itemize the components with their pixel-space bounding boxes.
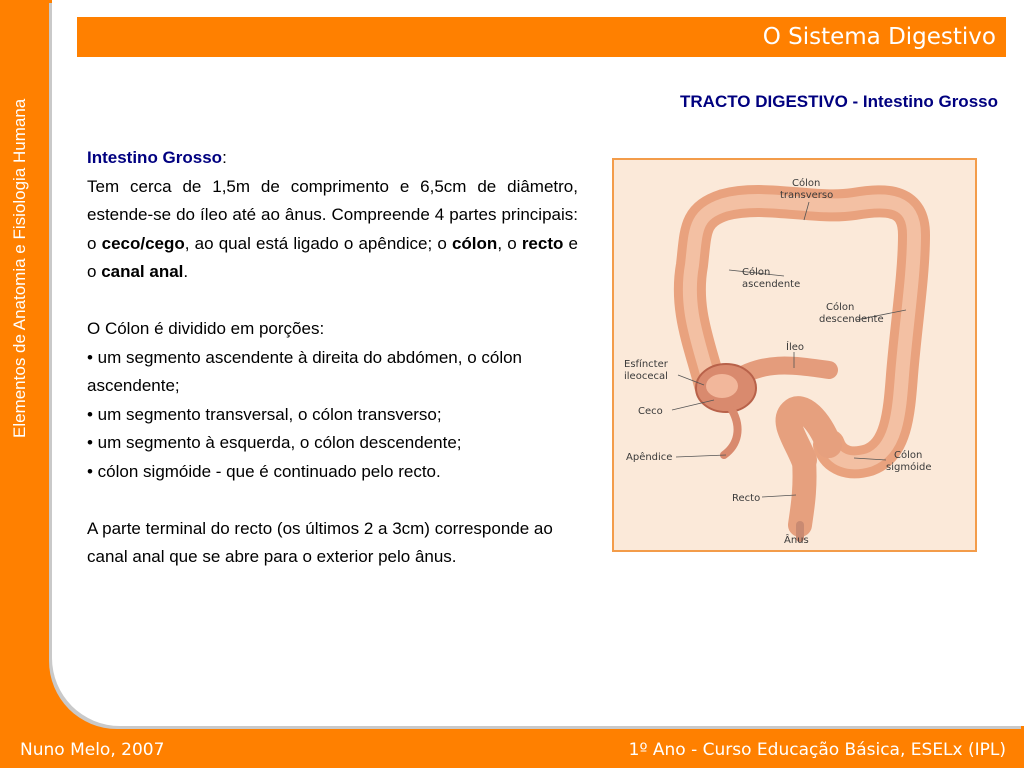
label-colon-descendente-1: Cólon <box>826 302 855 313</box>
cecum-opening <box>706 374 738 398</box>
text-run: . <box>183 262 189 281</box>
label-ceco: Ceco <box>638 406 663 417</box>
text-run: e o <box>87 233 579 281</box>
term-recto: recto <box>521 233 564 253</box>
label-colon-descendente-2: descendente <box>819 314 884 325</box>
spacer <box>87 287 578 316</box>
text-run: , o <box>497 233 522 253</box>
label-apendice: Apêndice <box>626 452 673 463</box>
label-anus: Ânus <box>784 535 809 546</box>
heading-line <box>87 144 578 173</box>
footer-course: 1º Ano - Curso Educação Básica, ESELx (IPL) <box>628 740 1006 760</box>
body-text <box>87 144 578 572</box>
header-bar <box>77 17 1006 57</box>
label-colon-ascendente-2: ascendente <box>742 279 801 290</box>
bullet-item: • um segmento à esquerda, o cólon descendente; <box>87 433 462 452</box>
section-heading: Intestino Grosso <box>87 148 223 167</box>
bullet-item: • um segmento transversal, o cólon transverso; <box>87 404 442 424</box>
paragraph-intro <box>87 173 578 287</box>
slide-title: O Sistema Digestivo <box>762 24 996 50</box>
term-canal-anal: canal anal <box>101 262 184 281</box>
label-colon-sigmoide-1: Cólon <box>894 450 923 461</box>
term-ceco: ceco/cego <box>101 233 185 253</box>
label-colon-ascendente-1: Cólon <box>742 267 771 278</box>
label-esfincter-2: ileocecal <box>624 371 668 382</box>
label-colon-transverso-2: transverso <box>780 190 834 201</box>
bullet-item: • cólon sigmóide - que é continuado pelo recto. <box>87 461 441 481</box>
paragraph-canal-anal: A parte terminal do recto (os últimos 2 a 3cm) corresponde ao canal anal que se abre para o exterior pelo ânus. <box>87 518 553 566</box>
label-recto: Recto <box>732 493 761 504</box>
intestine-diagram <box>614 160 975 550</box>
section-subtitle: TRACTO DIGESTIVO - Intestino Grosso <box>680 92 998 111</box>
label-colon-transverso-1: Cólon <box>792 178 821 189</box>
footer-author: Nuno Melo, 2007 <box>20 740 165 760</box>
term-colon: cólon <box>451 233 498 253</box>
rectum <box>800 460 805 525</box>
text-run: , ao qual está ligado o apêndice; o <box>184 233 452 253</box>
large-intestine-illustration <box>612 158 977 552</box>
label-esfincter-1: Esfíncter <box>624 359 668 370</box>
spacer <box>87 486 578 515</box>
label-ileo: Íleo <box>786 342 804 353</box>
bullet-item: • um segmento ascendente à direita do abdómen, o cólon ascendente; <box>87 347 523 395</box>
paragraph-colon-intro: O Cólon é dividido em porções: <box>87 319 325 338</box>
label-colon-sigmoide-2: sigmóide <box>886 462 932 473</box>
sidebar-title: Elementos de Anatomia e Fisiologia Humana <box>10 98 29 438</box>
text-run: Tem cerca de 1,5m de comprimento e 6,5cm de diâmetro, estende-se do íleo até ao ânus. Compreende 4 partes principais: o <box>87 176 578 253</box>
heading-colon: : <box>222 148 227 167</box>
